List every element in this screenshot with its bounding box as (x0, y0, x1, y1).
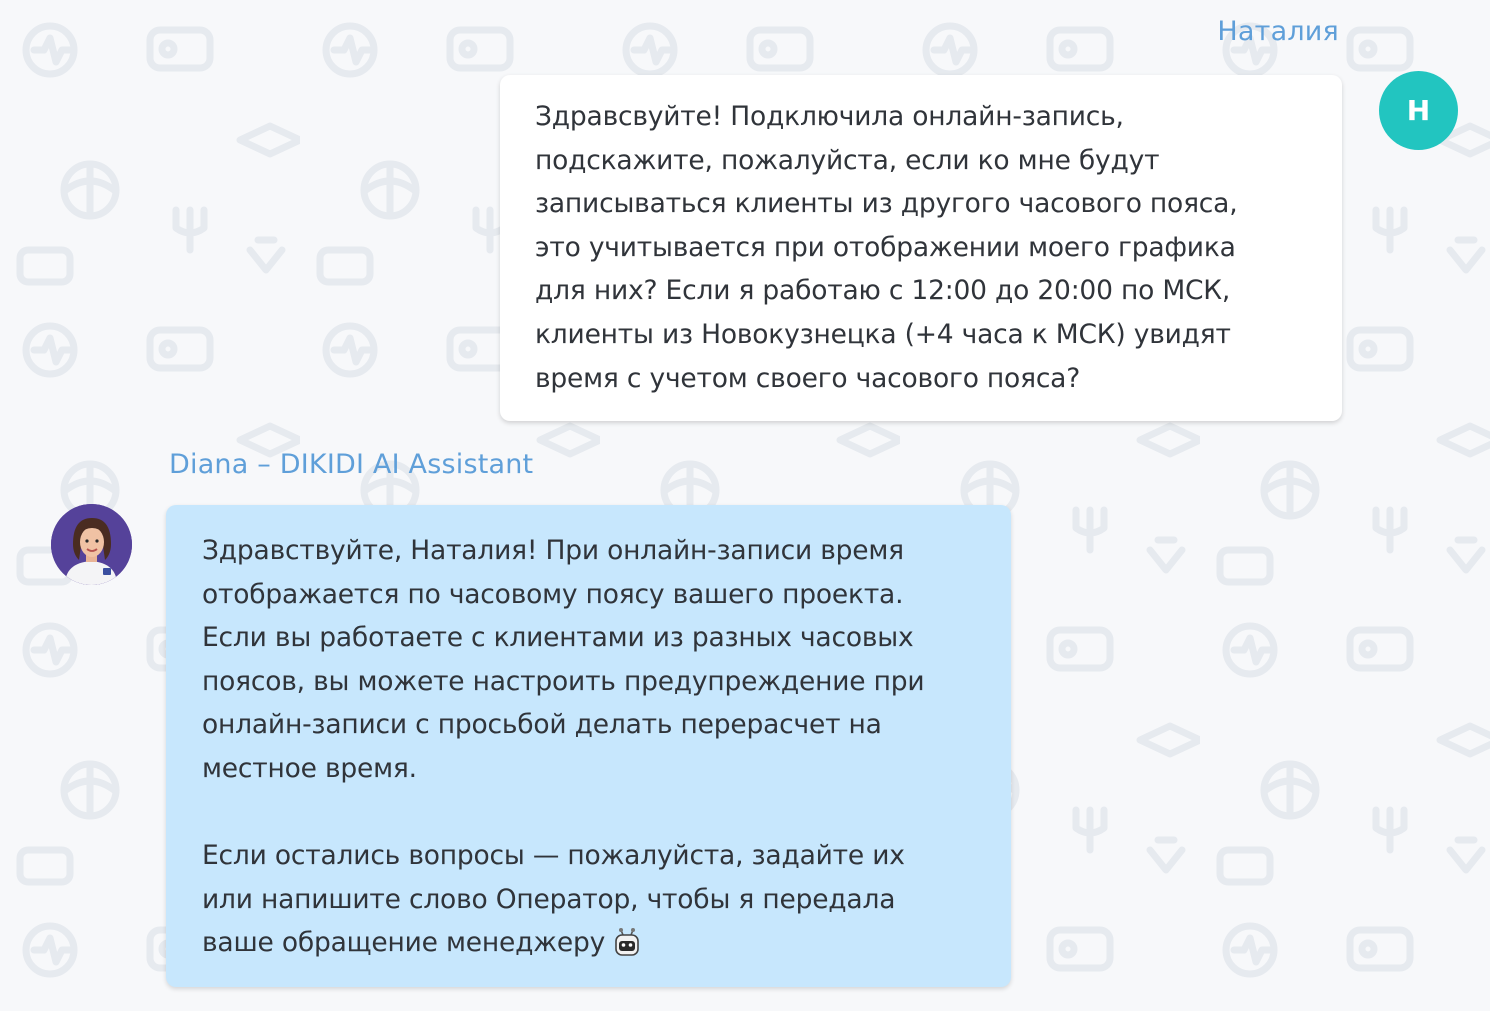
assistant-message-text: Если остались вопросы — пожалуйста, задайте их или напишите слово Оператор, чтобы я передала ваше обращение менеджеру (202, 840, 905, 959)
assistant-message-paragraph (202, 834, 981, 965)
user-sender-name: Наталия (1217, 16, 1339, 47)
user-message-bubble[interactable]: Здравсвуйте! Подключила онлайн-запись, подскажите, пожалуйста, если ко мне будут записываться клиенты из другого часового пояса, это учитывается при отображении моего графика для них? Если я работаю с 12:00 до 20:00 по МСК, клиенты из Новокузнецка (+4 часа к МСК) увидят время с учетом своего часового пояса? (500, 75, 1342, 421)
user-avatar-letter: Н (1406, 94, 1431, 127)
assistant-sender-name: Diana – DIKIDI AI Assistant (169, 449, 534, 480)
assistant-avatar[interactable] (51, 504, 132, 585)
assistant-avatar-image (51, 504, 132, 585)
assistant-message-paragraph: Здравствуйте, Наталия! При онлайн-записи время отображается по часовому поясу вашего проекта. Если вы работаете с клиентами из разных часовых поясов, вы можете настроить предупреждение при онлайн-записи с просьбой делать перерасчет на местное время. (202, 535, 925, 784)
assistant-message-bubble[interactable] (166, 505, 1011, 987)
user-avatar[interactable] (1379, 71, 1458, 150)
robot-face-icon (613, 927, 641, 957)
